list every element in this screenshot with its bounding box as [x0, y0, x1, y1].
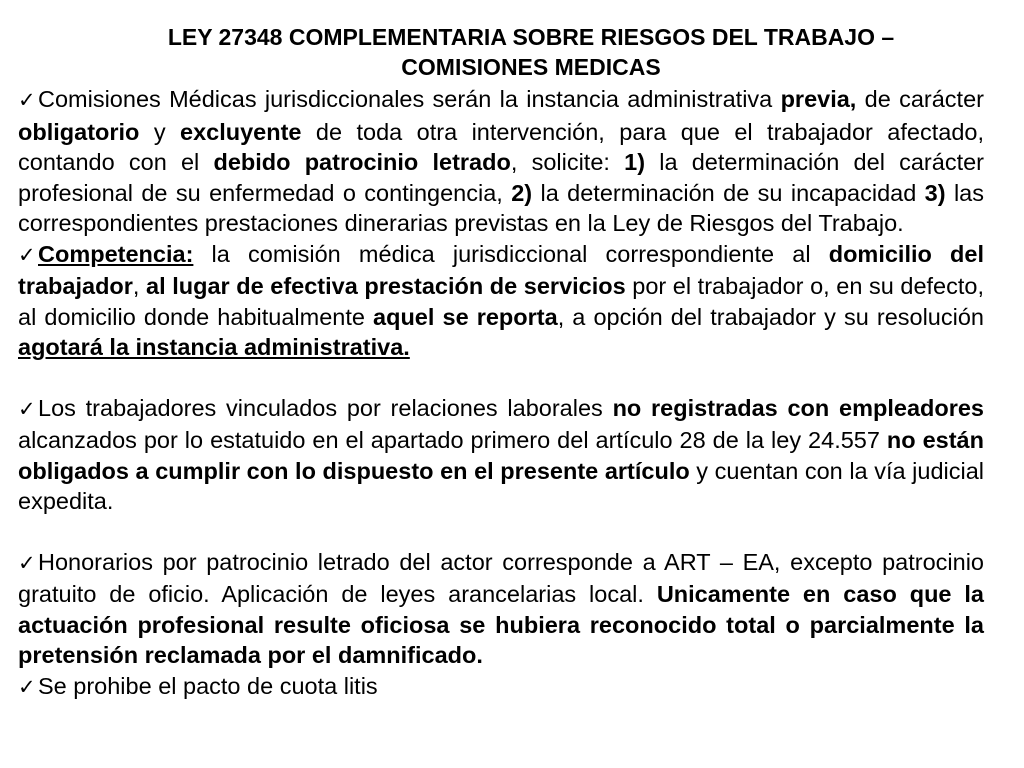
checkmark-icon: ✓: [18, 397, 36, 421]
checkmark-icon: ✓: [18, 89, 36, 112]
slide-title: [18, 22, 984, 82]
bullet-cuota-litis: ✓ Se prohibe el pacto de cuota litis: [18, 671, 984, 704]
title-line-1: LEY 27348 COMPLEMENTARIA SOBRE RIESGOS DEL TRABAJO –: [167, 24, 895, 50]
checkmark-icon: ✓: [18, 675, 36, 699]
spacer: [18, 363, 984, 393]
bullet-competencia: ✓ Competencia: la comisión médica jurisdiccional correspondiente al domicilio del trabajador, al lugar de efectiva prestación de servicios por el trabajador o, en su defecto, al domicilio donde habitualmente aquel se reporta, a opción del trabajador y su resolución agotará la instancia administrativa.: [18, 240, 984, 360]
bullet-honorarios: ✓ Honorarios por patrocinio letrado del actor corresponde a ART – EA, excepto patrocinio gratuito de oficio. Aplicación de leyes arancelarias local. Unicamente en caso que la actuación profesional resulte oficiosa se hubiera reconocido total o parcialmente la pretensión reclamada por el damnificado.: [18, 548, 984, 668]
bullet-comisiones-medicas: ✓ Comisiones Médicas jurisdiccionales serán la instancia administrativa previa, de carácter obligatorio y excluyente de toda otra intervención, para que el trabajador afectado, contando con el debido patrocinio letrado, solicite: 1) la determinación del carácter profesional de su enfermedad o contingencia, 2) la determinación de su incapacidad 3) las correspondientes prestaciones dinerarias previstas en la Ley de Riesgos del Trabajo.: [18, 86, 984, 236]
spacer: [18, 517, 984, 547]
checkmark-icon: ✓: [18, 243, 36, 267]
title-line-2: COMISIONES MEDICAS: [401, 54, 661, 80]
checkmark-icon: ✓: [18, 551, 36, 575]
bullet-trabajadores-no-registrados: ✓ Los trabajadores vinculados por relaciones laborales no registradas con empleadores alcanzados por lo estatuido en el apartado primero del artículo 28 de la ley 24.557 no están obligados a cumplir con lo dispuesto en el presente artículo y cuentan con la vía judicial expedita.: [18, 394, 985, 514]
